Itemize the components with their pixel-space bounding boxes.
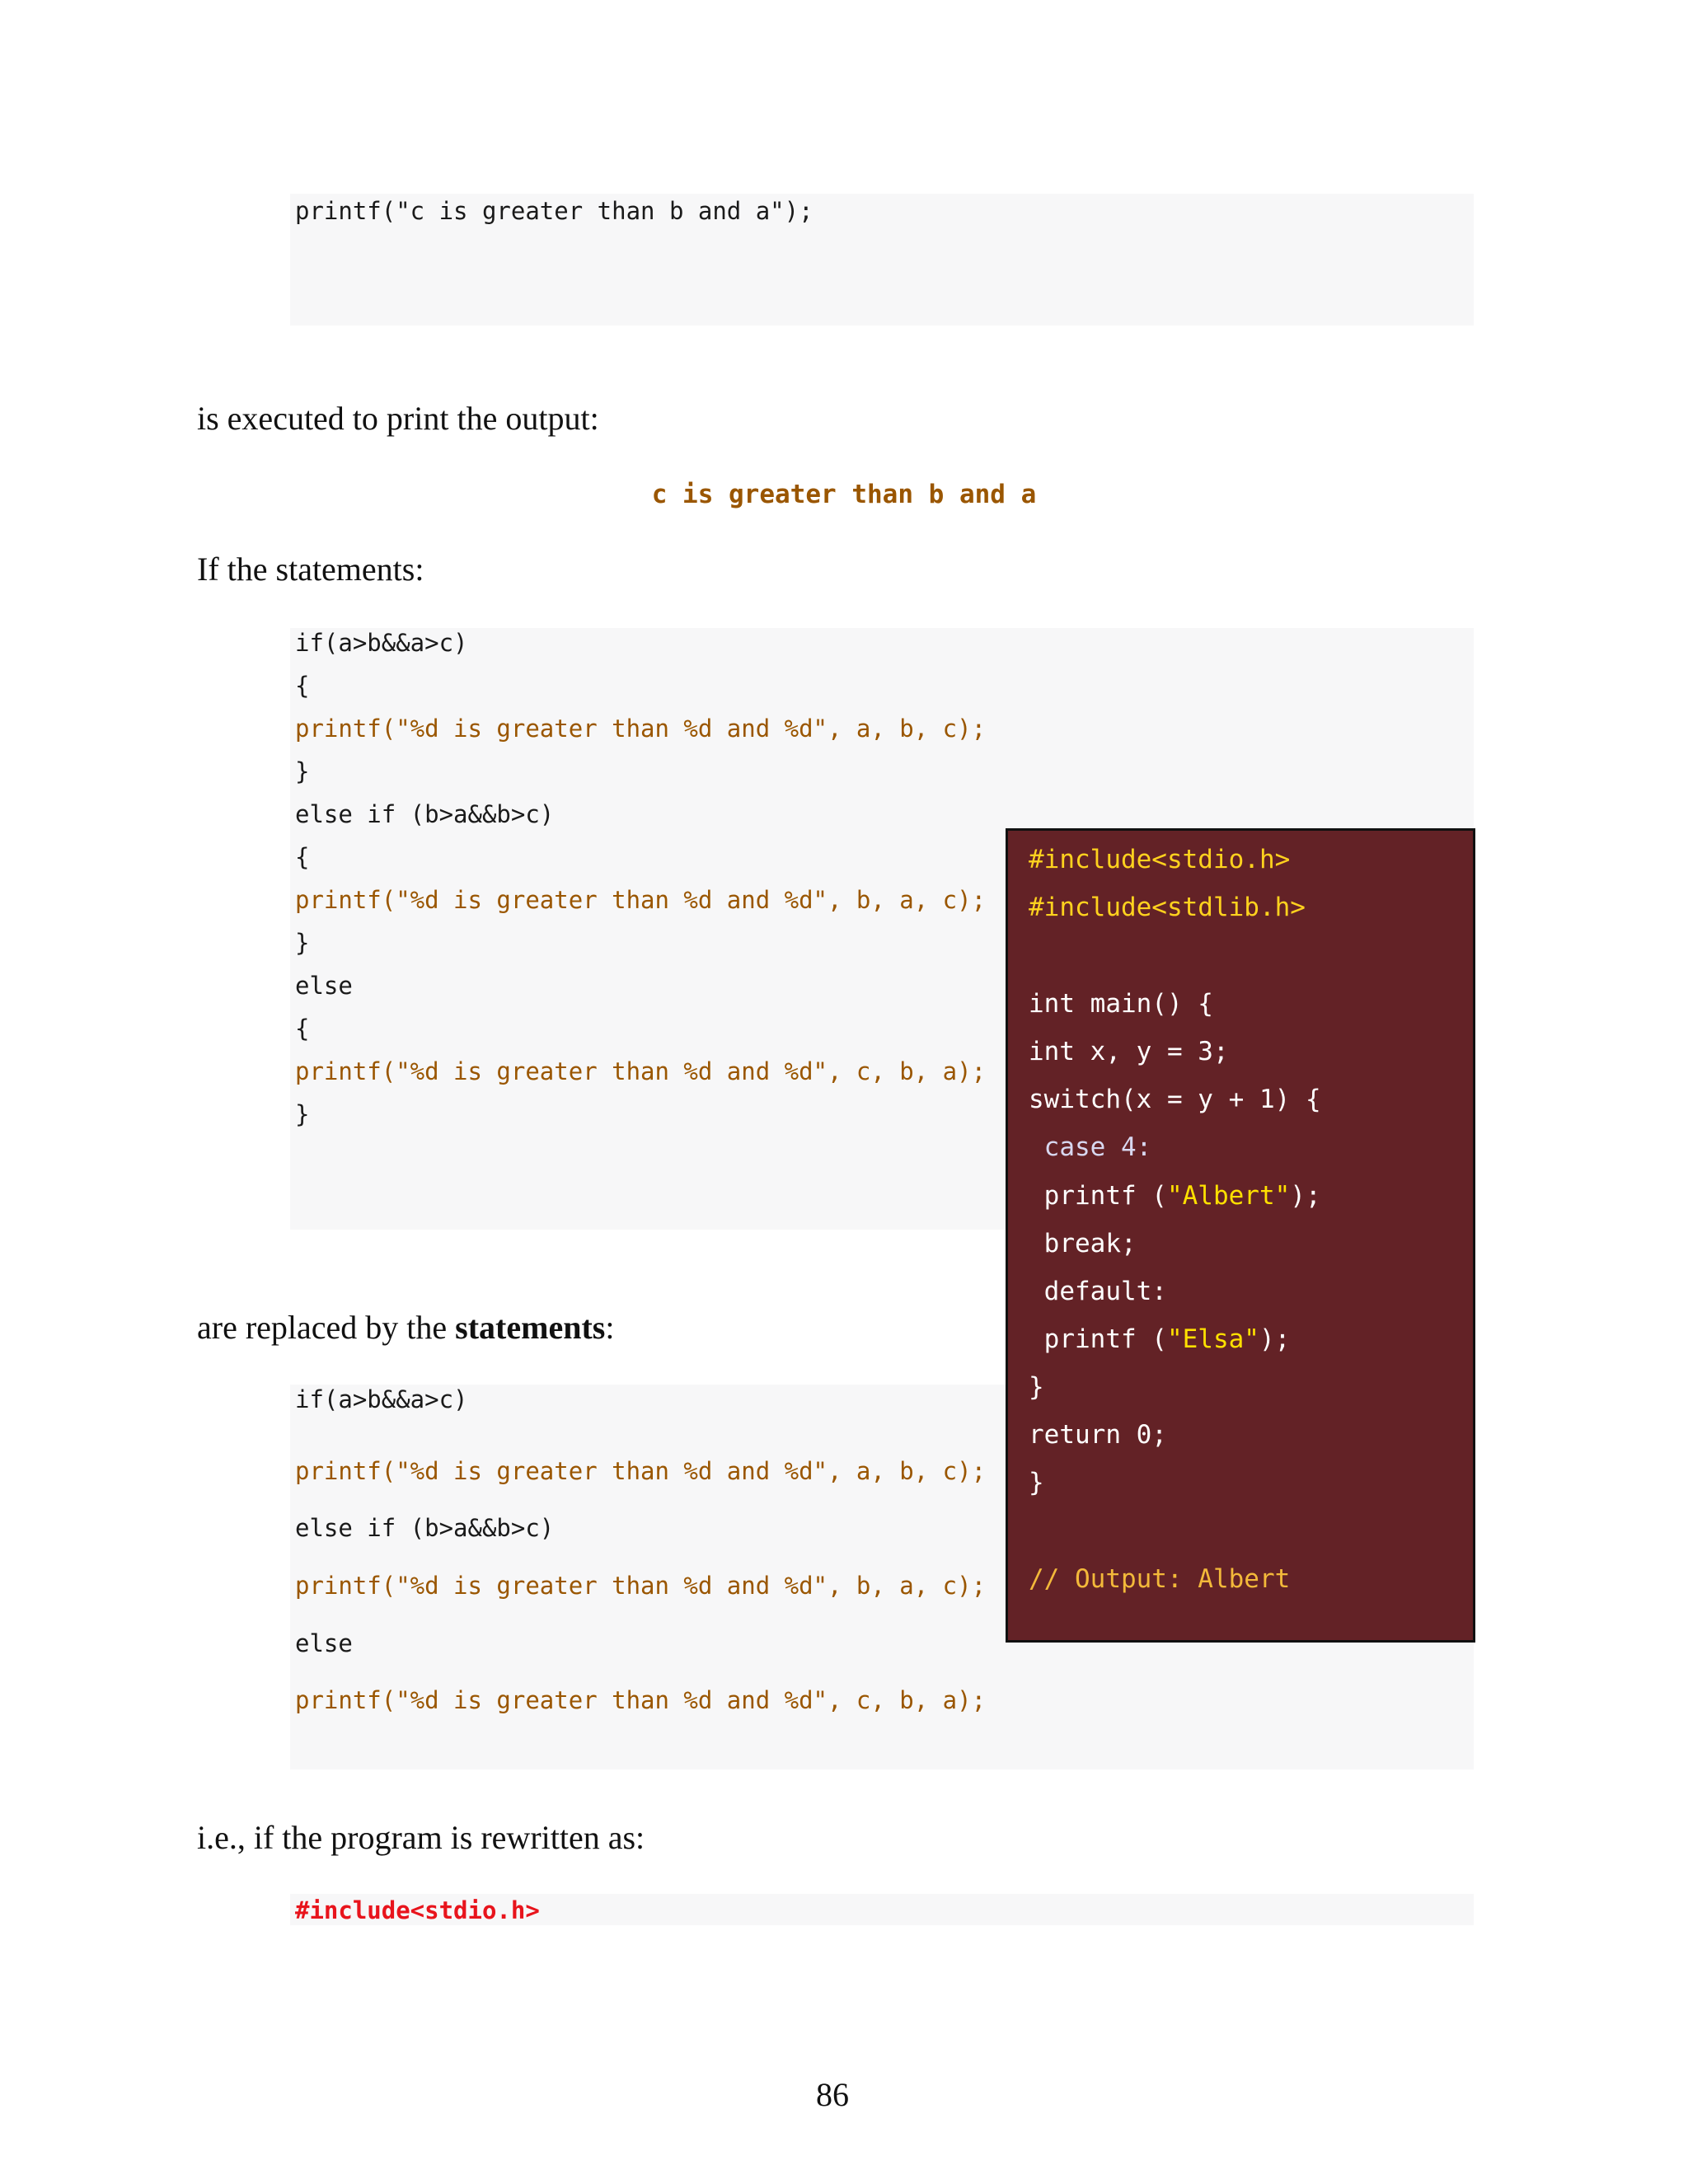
code-line: printf("%d is greater than %d and %d", a, b, c); [295,715,987,743]
paragraph-replaced-colon: : [605,1309,615,1346]
paragraph-if-statements: If the statements: [197,551,424,588]
program-output: c is greater than b and a [651,480,1037,509]
code-line: else if (b>a&&b>c) [295,1514,555,1542]
code-line: else [295,1629,353,1657]
code-line: #include<stdlib.h> [1029,893,1306,922]
code-line: { [295,672,310,700]
code-token: ); [1290,1181,1321,1211]
code-line: } [295,929,310,957]
code-token: ); [1259,1324,1291,1354]
paragraph-replaced-text: are replaced by the [197,1309,456,1346]
paragraph-replaced [197,1308,614,1347]
code-line [1029,1323,1290,1356]
code-line: int x, y = 3; [1029,1037,1229,1066]
code-token: printf ( [1029,1181,1167,1211]
code-line: int main() { [1029,989,1213,1019]
paragraph-executed: is executed to print the output: [197,400,599,437]
code-line: switch(x = y + 1) { [1029,1085,1321,1114]
code-line: } [295,757,310,785]
code-line: case 4: [1029,1132,1152,1162]
code-line: printf("%d is greater than %d and %d", b, a, c); [295,1572,987,1600]
code-token: printf ( [1029,1324,1167,1354]
code-line: printf("%d is greater than %d and %d", a, b, c); [295,1457,987,1485]
code-line: printf("%d is greater than %d and %d", b, a, c); [295,886,987,914]
code-line: { [295,843,310,871]
code-line: else [295,972,353,1000]
code-line: default: [1029,1277,1167,1306]
code-comment: // Output: Albert [1029,1564,1291,1594]
code-line [1029,1179,1321,1212]
code-line: if(a>b&&a>c) [295,1385,468,1413]
switch-example-box [1006,828,1475,1643]
code-line: printf("%d is greater than %d and %d", c, b, a); [295,1686,987,1714]
code-line: else if (b>a&&b>c) [295,800,555,828]
code-line: #include<stdio.h> [1029,845,1291,874]
code-line: printf("%d is greater than %d and %d", c, b, a); [295,1057,987,1085]
code-line: if(a>b&&a>c) [295,629,468,657]
string-literal: "Albert" [1166,1181,1291,1211]
paragraph-rewritten: i.e., if the program is rewritten as: [197,1819,645,1856]
code-line: } [295,1100,310,1128]
code-line: #include<stdio.h> [295,1896,540,1924]
code-line: return 0; [1029,1420,1167,1450]
page-number: 86 [816,2076,849,2113]
code-line: { [295,1015,310,1043]
code-line: } [1029,1372,1044,1402]
code-line: } [1029,1468,1044,1497]
paragraph-replaced-bold: statements [455,1309,606,1346]
code-line: break; [1029,1229,1137,1258]
string-literal: "Elsa" [1166,1324,1259,1354]
code-line: printf("c is greater than b and a"); [295,197,814,225]
